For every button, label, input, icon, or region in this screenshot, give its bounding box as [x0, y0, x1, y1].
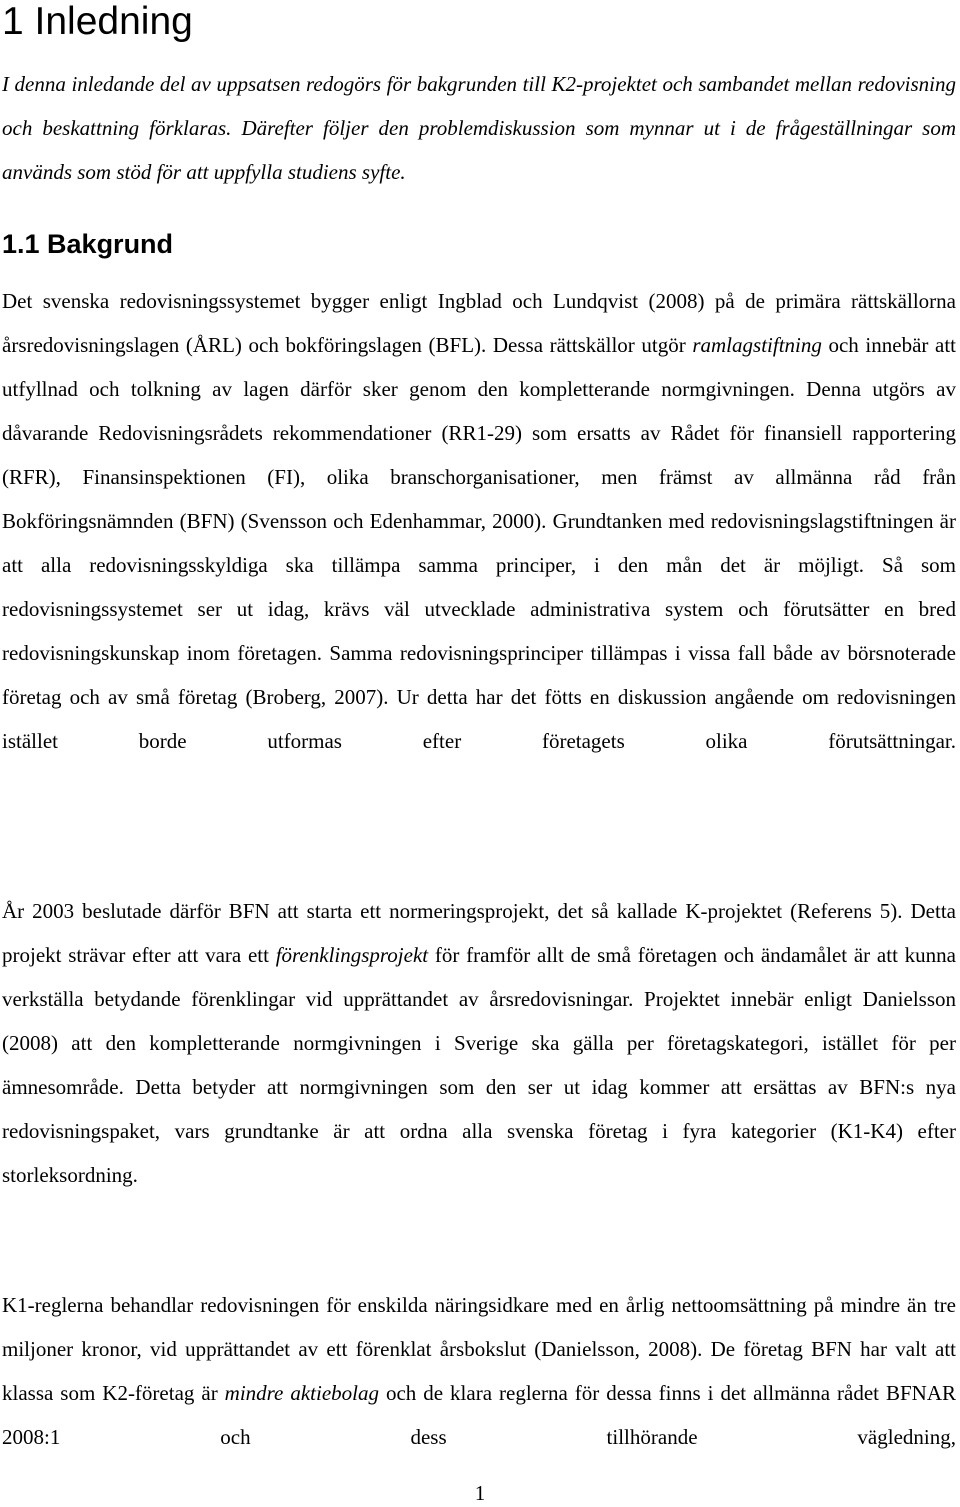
- emphasis-term: ramlagstiftning: [692, 333, 822, 357]
- emphasis-term: förenklingsprojekt: [275, 943, 429, 967]
- paragraph-text: År 2003 beslutade därför BFN att starta ett normeringsprojekt, det så kallade K-projektet (Referens 5). Detta projekt strävar efter att vara ett: [2, 899, 956, 967]
- paragraph-k1-rules: [2, 1283, 956, 1459]
- document-page: [2, 0, 956, 1507]
- chapter-heading: 1 Inledning: [2, 0, 193, 43]
- paragraph-text: och de klara reglerna för dessa finns i det allmänna rådet BFNAR 2008:1 och dess tillhörande vägledning,: [2, 1381, 956, 1449]
- chapter-intro: I denna inledande del av uppsatsen redogörs för bakgrunden till K2-projektet och sambandet mellan redovisning och beskattning förklaras. Därefter följer den problemdiskussion som mynnar ut i de frågeställningar som används som stöd för att uppfylla studiens syfte.: [2, 72, 956, 184]
- section-heading: 1.1 Bakgrund: [2, 229, 174, 259]
- paragraph-k-project: [2, 889, 956, 1197]
- paragraph-text: för framför allt de små företagen och ändamålet är att kunna verkställa betydande förenklingar vid upprättandet av årsredovisningar. Projektet innebär enligt Danielsson (2008) att den kompletterande normgivningen i Sverige ska gälla per företagskategori, istället för per ämnesområde. Detta betyder att normgivningen som den ser ut idag kommer att ersättas av BFN:s nya redovisningspaket, vars grundtanke är att ordna alla svenska företag i fyra kategorier (K1-K4) efter storleksordning.: [2, 943, 956, 1187]
- paragraph-background: [2, 279, 956, 763]
- paragraph-text: K1-reglerna behandlar redovisningen för enskilda näringsidkare med en årlig nettoomsättning på mindre än tre miljoner kronor, vid upprättandet av ett förenklat årsbokslut (Danielsson, 2008). De företag BFN har valt att klassa som K2-företag är: [2, 1293, 956, 1405]
- page-number: 1: [474, 1481, 486, 1505]
- paragraph-text: och innebär att utfyllnad och tolkning av lagen därför sker genom den kompletterande normgivningen. Denna utgörs av dåvarande Redovisningsrådets rekommendationer (RR1-29) som ersatts av Rådet för finansiell rapportering (RFR), Finansinspektionen (FI), olika branschorganisationer, men främst av allmänna råd från Bokföringsnämnden (BFN) (Svensson och Edenhammar, 2000). Grundtanken med redovisningslagstiftningen är att alla redovisningsskyldiga ska tillämpa samma principer, i den mån det är möjligt. Så som redovisningssystemet ser ut idag, krävs väl utvecklade administrativa system och förutsätter en bred redovisningskunskap inom företagen. Samma redovisningsprinciper tillämpas i vissa fall både av börsnoterade företag och av små företag (Broberg, 2007). Ur detta har det fötts en diskussion angående om redovisningen istället borde utformas efter företagets olika förutsättningar.: [2, 333, 956, 753]
- emphasis-term: mindre aktiebolag: [224, 1381, 379, 1405]
- paragraph-text: Det svenska redovisningssystemet bygger enligt Ingblad och Lundqvist (2008) på de primära rättskällorna årsredovisningslagen (ÅRL) och bokföringslagen (BFL). Dessa rättskällor utgör: [2, 289, 956, 357]
